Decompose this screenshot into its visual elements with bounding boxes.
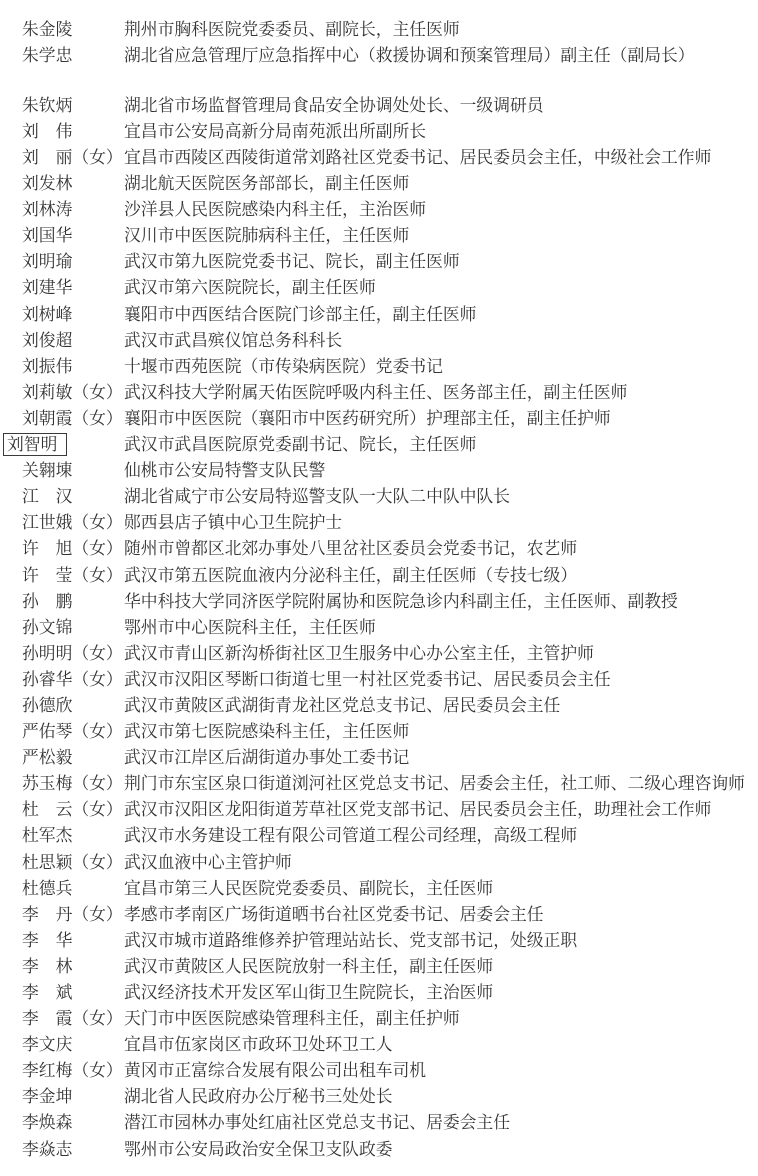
honoree-name: 李文庆 [22,1034,73,1055]
honoree-title: 武汉市青山区新沟桥街社区卫生服务中心办公室主任，主管护师 [124,642,594,663]
honoree-name: 朱钦炳 [22,94,73,115]
name-cell [22,279,124,296]
name-cell [22,1062,124,1079]
honoree-name: 李 霞 [22,1008,73,1029]
honoree-name: 刘 伟 [22,120,73,141]
honoree-title: 宜昌市伍家岗区市政环卫处环卫工人 [124,1034,393,1055]
honoree-title: 武汉市第七医院感染科主任，主任医师 [124,721,410,742]
name-cell [22,381,124,402]
honoree-name: 江 汉 [22,486,73,507]
honoree-title: 鄂州市公安局政治安全保卫支队政委 [124,1138,393,1159]
honoree-name: 许 莹 [22,564,73,585]
name-cell [22,668,124,689]
honoree-title: 荆门市东宝区泉口街道浏河社区党总支书记、居委会主任，社工师、二级心理咨询师 [124,773,745,794]
gender-suffix: （女） [72,407,123,428]
name-cell [22,149,124,166]
roster-row [22,92,754,118]
roster-row [22,16,754,42]
roster-row [22,536,754,562]
name-cell [22,749,124,766]
honoree-name: 孙文锦 [22,616,73,637]
honoree-name: 刘莉敏 [22,381,73,402]
honoree-title: 武汉科技大学附属天佑医院呼吸内科主任、医务部主任，副主任医师 [124,381,628,402]
honoree-name: 刘林涛 [22,199,73,220]
name-cell [22,564,124,585]
gender-suffix: （女） [72,564,123,585]
name-cell [22,329,124,350]
roster-row [22,927,754,953]
honoree-name: 孙 鹏 [22,590,73,611]
roster-row [22,666,754,692]
roster-row [22,614,754,640]
honoree-name: 刘明瑜 [22,251,73,272]
name-cell [22,407,124,428]
honoree-title: 武汉市江岸区后湖街道办事处工委书记 [124,747,410,768]
honoree-name: 刘发林 [22,173,73,194]
honoree-name: 刘 丽 [22,147,73,168]
roster-row [22,692,754,718]
honoree-name: 关翱埬 [22,460,73,481]
name-cell [22,303,124,324]
honoree-title: 武汉经济技术开发区军山街卫生院院长，主治医师 [124,982,494,1003]
honoree-title: 襄阳市中西医结合医院门诊部主任，副主任医师 [124,303,477,324]
honoree-name: 李 林 [22,955,73,976]
honoree-name: 刘国华 [22,225,73,246]
honoree-title: 宜昌市西陵区西陵街道常刘路社区党委书记、居民委员会主任，中级社会工作师 [124,147,712,168]
name-cell [22,929,124,950]
name-cell [22,1036,124,1053]
name-cell [22,984,124,1001]
roster-row [22,353,754,379]
honoree-title: 汉川市中医医院肺病科主任，主任医师 [124,225,410,246]
honoree-name-boxed: 刘智明 [3,433,67,456]
honoree-title: 武汉市城市道路维修养护管理站站长、党支部书记，处级正职 [124,929,578,950]
roster-row [22,197,754,223]
honoree-title: 黄冈市正富综合发展有限公司出租车司机 [124,1060,427,1081]
name-cell [22,175,124,192]
gender-suffix: （女） [72,903,123,924]
gender-suffix: （女） [72,721,123,742]
name-cell [22,827,124,844]
name-cell [22,1088,124,1105]
honoree-title: 武汉市武昌殡仪馆总务科科长 [124,329,343,350]
honoree-title: 华中科技大学同济医学院附属协和医院急诊内科副主任，主任医师、副教授 [124,590,678,611]
name-cell [22,590,124,611]
honoree-title: 武汉市水务建设工程有限公司管道工程公司经理，高级工程师 [124,825,578,846]
honoree-title: 武汉市武昌医院原党委副书记、院长，主任医师 [124,434,477,455]
name-cell [7,433,124,456]
roster-row [22,1005,754,1031]
name-cell [22,94,124,115]
honoree-title: 湖北省咸宁市公安局特巡警支队一大队二中队中队长 [124,486,510,507]
roster-row [22,327,754,353]
honorees-list [7,16,754,1162]
roster-row [22,771,754,797]
honoree-title: 武汉市第九医院党委书记、院长，副主任医师 [124,251,460,272]
honoree-title: 襄阳市中医医院（襄阳市中医药研究所）护理部主任，副主任护师 [124,407,611,428]
gender-suffix: （女） [72,512,123,533]
honoree-title: 武汉市汉阳区琴断口街道七里一村社区党委书记、居民委员会主任 [124,668,611,689]
roster-row [22,1058,754,1084]
name-cell [22,801,124,818]
honoree-title: 湖北省应急管理厅应急指挥中心（救援协调和预案管理局）副主任（副局长） [124,44,695,65]
roster-row [22,405,754,431]
honoree-title: 鄂州市中心医院科主任，主任医师 [124,616,376,637]
honoree-name: 刘振伟 [22,355,73,376]
roster-row [22,510,754,536]
roster-row [22,249,754,275]
name-cell [22,616,124,637]
name-cell [22,851,124,872]
honoree-name: 刘俊超 [22,329,73,350]
roster-row [22,42,754,68]
honoree-name: 刘建华 [22,277,73,298]
roster-row [22,718,754,744]
roster-row [22,223,754,249]
roster-row [22,875,754,901]
roster-row [22,275,754,301]
honoree-title: 潜江市园林办事处红庙社区党总支书记、居委会主任 [124,1112,510,1133]
roster-row [22,118,754,144]
name-cell [22,201,124,218]
gender-suffix: （女） [72,773,123,794]
honoree-name: 刘朝霞 [22,407,73,428]
roster-row [22,953,754,979]
roster-row [7,431,754,457]
honoree-name: 严佑琴 [22,721,73,742]
name-cell [22,1138,124,1159]
honoree-title: 武汉市第六医院院长，副主任医师 [124,277,376,298]
honoree-title: 随州市曾都区北郊办事处八里岔社区委员会党委书记，农艺师 [124,538,578,559]
name-cell [22,488,124,505]
honoree-name: 江世娥 [22,512,73,533]
honoree-name: 朱金陵 [22,18,73,39]
name-cell [22,120,124,141]
roster-row [22,901,754,927]
roster-row [22,1110,754,1136]
name-cell [22,775,124,792]
roster-row [22,144,754,170]
gender-suffix: （女） [72,1008,123,1029]
roster-row [22,562,754,588]
roster-row [22,588,754,614]
roster-row [22,379,754,405]
roster-row [22,640,754,666]
roster-row [22,1084,754,1110]
honoree-name: 刘树峰 [22,303,73,324]
gender-suffix: （女） [72,642,123,663]
name-cell [22,642,124,663]
roster-row [22,170,754,196]
gender-suffix: （女） [72,799,123,820]
honoree-name: 孙明明 [22,642,73,663]
honoree-name: 孙睿华 [22,668,73,689]
name-cell [22,723,124,740]
honoree-title: 湖北航天医院医务部部长，副主任医师 [124,173,410,194]
name-cell [22,227,124,244]
name-cell [22,955,124,976]
honoree-title: 沙洋县人民医院感染内科主任，主治医师 [124,199,427,220]
honoree-name: 苏玉梅 [22,773,73,794]
roster-row [22,797,754,823]
honoree-name: 李 斌 [22,982,73,1003]
gender-suffix: （女） [72,381,123,402]
roster-row [22,301,754,327]
roster-row [22,979,754,1005]
honoree-title: 武汉市第五医院血液内分泌科主任，副主任医师（专技七级） [124,564,578,585]
honoree-name: 李金坤 [22,1086,73,1107]
name-cell [22,1114,124,1131]
name-cell [22,462,124,479]
honoree-title: 孝感市孝南区广场街道晒书台社区党委书记、居委会主任 [124,903,544,924]
roster-row [22,823,754,849]
honoree-title: 荆州市胸科医院党委委员、副院长，主任医师 [124,18,460,39]
honoree-title: 十堰市西苑医院（市传染病医院）党委书记 [124,355,443,376]
honoree-title: 武汉市黄陂区武湖街青龙社区党总支书记、居民委员会主任 [124,694,561,715]
honoree-name: 孙德欣 [22,694,73,715]
honoree-title: 宜昌市公安局高新分局南苑派出所副所长 [124,120,427,141]
honoree-title: 武汉市汉阳区龙阳街道芳草社区党支部书记、居民委员会主任，助理社会工作师 [124,799,712,820]
honoree-name: 杜军杰 [22,825,73,846]
name-cell [22,1010,124,1027]
name-cell [22,540,124,557]
honoree-title: 郧西县店子镇中心卫生院护士 [124,512,343,533]
name-cell [22,355,124,376]
name-cell [22,903,124,924]
gender-suffix: （女） [72,668,123,689]
gender-suffix: （女） [72,147,123,168]
roster-row [22,849,754,875]
honoree-name: 许 旭 [22,538,73,559]
honoree-title: 宜昌市第三人民医院党委委员、副院长，主任医师 [124,877,494,898]
honoree-name: 李 华 [22,929,73,950]
roster-row [22,1032,754,1058]
honoree-name: 李焕森 [22,1112,73,1133]
honoree-name: 严松毅 [22,747,73,768]
roster-row [22,458,754,484]
name-cell [22,514,124,531]
gender-suffix: （女） [72,851,123,872]
honoree-name: 朱学忠 [22,44,73,65]
honoree-title: 湖北省市场监督管理局食品安全协调处处长、一级调研员 [124,94,544,115]
roster-row [22,484,754,510]
honoree-title: 武汉市黄陂区人民医院放射一科主任，副主任医师 [124,955,494,976]
name-cell [22,253,124,270]
honoree-title: 湖北省人民政府办公厅秘书三处处长 [124,1086,393,1107]
honoree-name: 李红梅 [22,1060,73,1081]
name-cell [22,18,124,39]
honoree-title: 仙桃市公安局特警支队民警 [124,460,326,481]
name-cell [22,44,124,65]
roster-row [22,1136,754,1162]
honoree-name: 杜思颖 [22,851,73,872]
honoree-name: 杜 云 [22,799,73,820]
honoree-title: 天门市中医医院感染管理科主任，副主任护师 [124,1008,460,1029]
honoree-name: 杜德兵 [22,877,73,898]
roster-row [22,745,754,771]
honoree-title: 武汉血液中心主管护师 [124,851,292,872]
honoree-name: 李 丹 [22,903,73,924]
gender-suffix: （女） [72,538,123,559]
gender-suffix: （女） [72,1060,123,1081]
honoree-name: 李焱志 [22,1138,73,1159]
name-cell [22,877,124,898]
name-cell [22,694,124,715]
